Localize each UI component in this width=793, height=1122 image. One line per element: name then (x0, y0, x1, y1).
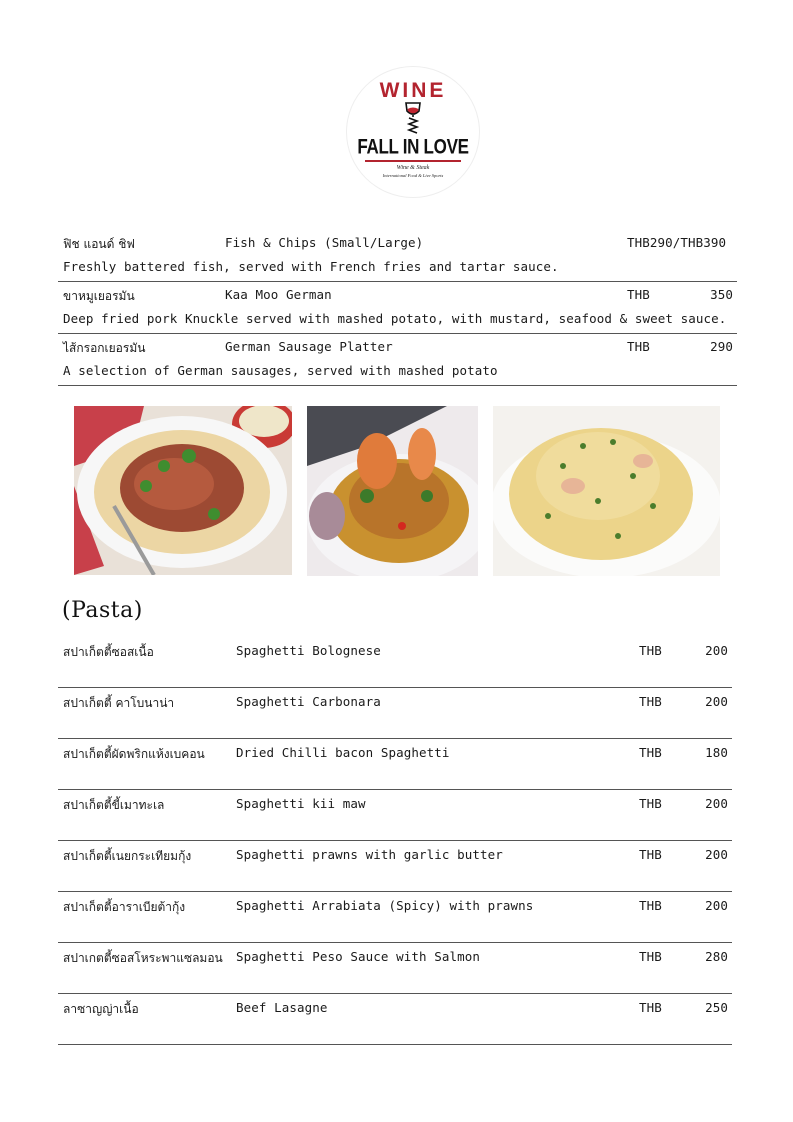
menu-item-row (58, 892, 732, 943)
menu-item-row (58, 637, 732, 688)
item-description: A selection of German sausages, served with mashed potato (63, 363, 498, 378)
menu-item-row (58, 688, 732, 739)
main-dishes-section (58, 230, 737, 386)
item-price: 200 (705, 694, 728, 709)
menu-item-row (58, 282, 737, 307)
menu-item-row (58, 230, 737, 255)
item-description-row (58, 307, 737, 334)
menu-item-row (58, 334, 737, 359)
logo-tagline: Wine & Steak (396, 165, 430, 171)
item-currency: THB (639, 847, 662, 862)
item-name: Spaghetti kii maw (236, 796, 366, 811)
wine-glass-icon (403, 102, 423, 136)
menu-item-row (58, 790, 732, 841)
item-description-row (58, 359, 737, 386)
item-name: Dried Chilli bacon Spaghetti (236, 745, 450, 760)
item-price: 250 (705, 1000, 728, 1015)
item-name: Beef Lasagne (236, 1000, 328, 1015)
section-title-pasta: (Pasta) (62, 598, 143, 623)
item-description-row (58, 255, 737, 282)
item-price: 290 (710, 339, 733, 354)
item-price: 180 (705, 745, 728, 760)
item-thai-name: ขาหมูเยอรมัน (63, 289, 135, 303)
item-name: Spaghetti Bolognese (236, 643, 381, 658)
item-thai-name: สปาเก็ตตี้ขี้เมาทะเล (63, 798, 165, 812)
menu-item-row (58, 841, 732, 892)
item-currency: THB (639, 796, 662, 811)
menu-item-row (58, 994, 732, 1045)
item-currency: THB (639, 694, 662, 709)
item-price: 200 (705, 898, 728, 913)
item-name: Fish & Chips (Small/Large) (225, 235, 424, 250)
item-currency: THB (627, 287, 650, 302)
item-thai-name: สปาเก็ตตี้ซอสเนื้อ (63, 645, 154, 659)
logo-wine-text: WINE (379, 79, 447, 102)
item-name: German Sausage Platter (225, 339, 393, 354)
item-name: Kaa Moo German (225, 287, 332, 302)
item-currency: THB (639, 745, 662, 760)
item-thai-name: สปาเก็ตตี้ผัดพริกแห้งเบคอน (63, 747, 205, 761)
item-currency: THB (639, 643, 662, 658)
item-thai-name: สปาเก็ตตี้อาราเบียต้ากุ้ง (63, 900, 186, 914)
restaurant-logo (346, 66, 480, 198)
item-name: Spaghetti Arrabiata (Spicy) with prawns (236, 898, 534, 913)
spicy-seafood-spaghetti-photo (307, 406, 478, 576)
spaghetti-bolognese-photo (74, 406, 292, 575)
item-name: Spaghetti Peso Sauce with Salmon (236, 949, 481, 964)
item-currency: THB (627, 339, 650, 354)
logo-divider (365, 160, 461, 162)
item-price: THB290/THB390 (627, 235, 727, 250)
item-thai-name: ลาซาญญ่าเนื้อ (63, 1002, 139, 1016)
item-price: 350 (710, 287, 733, 302)
item-thai-name: ไส้กรอกเยอรมัน (63, 341, 146, 355)
item-thai-name: สปาเกตตี้ซอสโหระพาแซลมอน (63, 951, 223, 965)
logo-fall-in-love-text: FALL IN LOVE (357, 134, 469, 159)
item-price: 200 (705, 847, 728, 862)
menu-item-row (58, 943, 732, 994)
pasta-menu-list (58, 637, 732, 1045)
item-currency: THB (639, 898, 662, 913)
item-price: 200 (705, 643, 728, 658)
item-currency: THB (639, 949, 662, 964)
item-description: Deep fried pork Knuckle served with mashed potato, with mustard, seafood & sweet sauce. (63, 311, 727, 326)
logo-subtagline: International Food & Live Sports (382, 173, 444, 178)
item-thai-name: สปาเก็ตตี้เนยกระเทียมกุ้ง (63, 849, 192, 863)
item-currency: THB (639, 1000, 662, 1015)
item-price: 280 (705, 949, 728, 964)
item-description: Freshly battered fish, served with French fries and tartar sauce. (63, 259, 559, 274)
item-name: Spaghetti Carbonara (236, 694, 381, 709)
spaghetti-carbonara-photo (493, 406, 720, 576)
item-thai-name: ฟิช แอนด์ ชิฟ (63, 237, 135, 251)
item-thai-name: สปาเก็ตตี้ คาโบนาน่า (63, 696, 175, 710)
menu-item-row (58, 739, 732, 790)
item-price: 200 (705, 796, 728, 811)
item-name: Spaghetti prawns with garlic butter (236, 847, 503, 862)
